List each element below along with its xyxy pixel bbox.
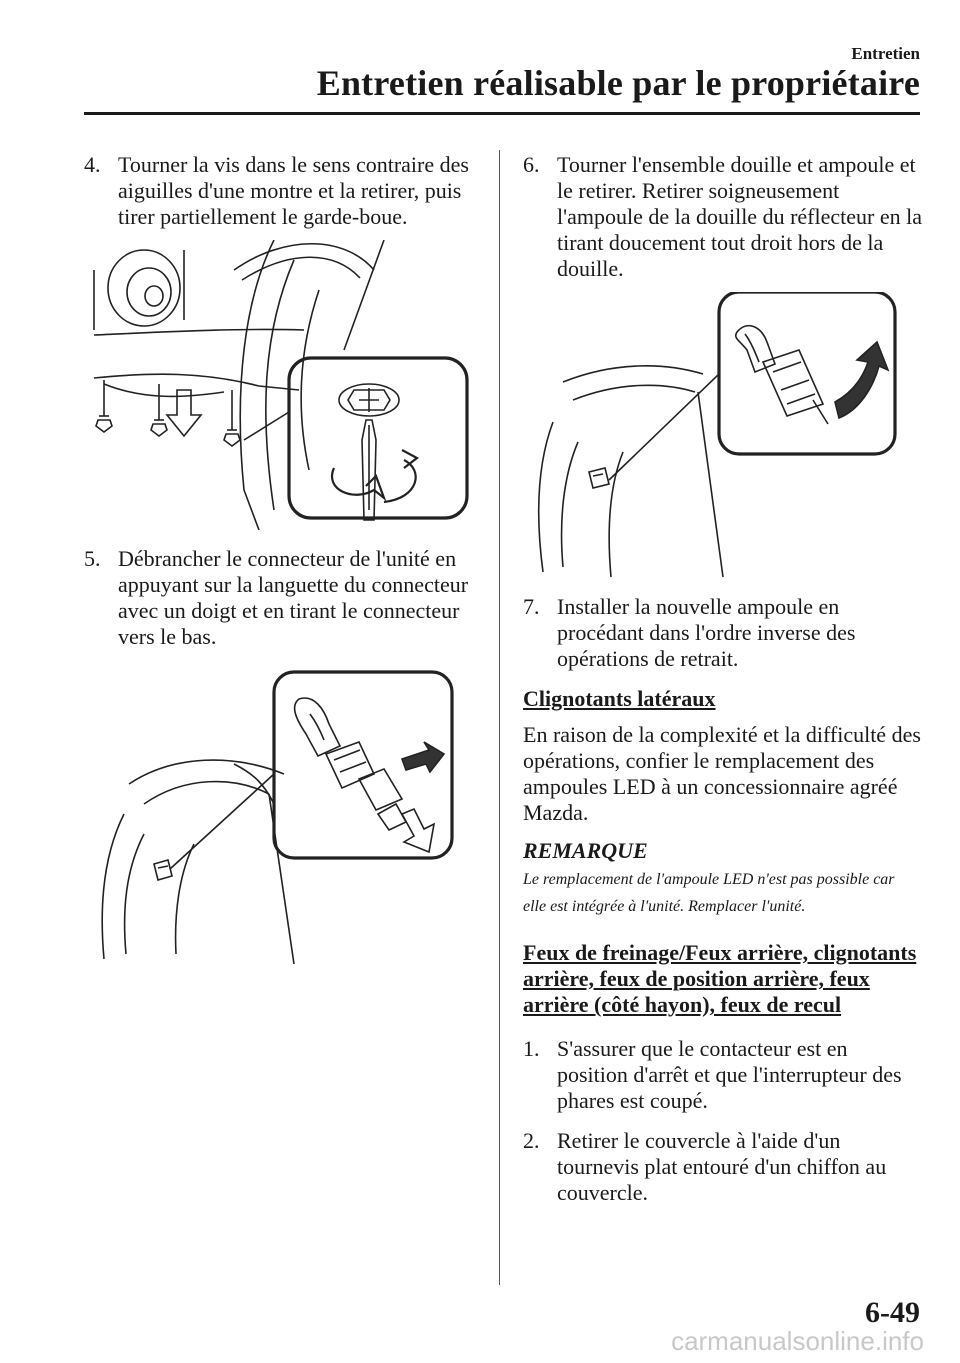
- step-text: Installer la nouvelle ampoule en procédant dans l'ordre inverse des opérations de retrait.: [557, 594, 856, 671]
- note-title: REMARQUE: [523, 838, 648, 863]
- step-number: 7.: [523, 594, 540, 619]
- side-indicators-heading: Clignotants latéraux: [523, 686, 716, 711]
- step-number: 6.: [523, 152, 540, 177]
- step-7: [523, 594, 923, 672]
- page-title: Entretien réalisable par le propriétaire: [316, 63, 920, 103]
- step-text: Débrancher le connecteur de l'unité en appuyant sur la languette du connecteur avec un doigt et en tirant le connecteur vers le bas.: [118, 546, 469, 649]
- side-indicators-text: En raison de la complexité et la difficulté des opérations, confier le remplacement des ampoules LED à un concessionnaire agréé Mazda.: [523, 722, 921, 825]
- step-6: [523, 152, 923, 282]
- step-text: Tourner l'ensemble douille et ampoule et le retirer. Retirer soigneusement l'ampoule de la douille du réflecteur en la tirant doucement tout droit hors de la douille.: [557, 152, 922, 281]
- step-text: Tourner la vis dans le sens contraire des aiguilles d'une montre et la retirer, puis tirer partiellement le garde-boue.: [118, 152, 469, 229]
- step-number: 4.: [84, 152, 101, 177]
- right-column: [523, 152, 923, 1206]
- left-column: [84, 152, 474, 964]
- step-number: 2.: [523, 1128, 540, 1153]
- figure-bulb-rotation: [523, 292, 923, 582]
- step-text: S'assurer que le contacteur est en position d'arrêt et que l'interrupteur des phares est coupé.: [557, 1036, 902, 1113]
- watermark: carmanualsonline.info: [671, 1326, 924, 1356]
- step-number: 1.: [523, 1036, 540, 1061]
- step-4: [84, 152, 474, 230]
- rear-step-2: [523, 1128, 923, 1206]
- header-section-label: Entretien: [851, 44, 920, 63]
- step-number: 5.: [84, 546, 101, 571]
- rear-lights-heading: Feux de freinage/Feux arrière, clignotants arrière, feux de position arrière, feux arrière (côté hayon), feux de recul: [523, 940, 917, 1017]
- figure-connector-removal: [84, 664, 474, 964]
- step-5: [84, 546, 474, 650]
- note-text: Le remplacement de l'ampoule LED n'est pas possible car elle est intégrée à l'unité. Remplacer l'unité.: [523, 871, 895, 915]
- rear-step-1: [523, 1036, 923, 1114]
- step-text: Retirer le couvercle à l'aide d'un tournevis plat entouré d'un chiffon au couvercle.: [557, 1128, 887, 1205]
- figure-mudguard-screw: [84, 240, 474, 530]
- header-rule: [84, 112, 920, 115]
- page-number: 6-49: [865, 1296, 920, 1329]
- column-divider: [499, 150, 500, 1285]
